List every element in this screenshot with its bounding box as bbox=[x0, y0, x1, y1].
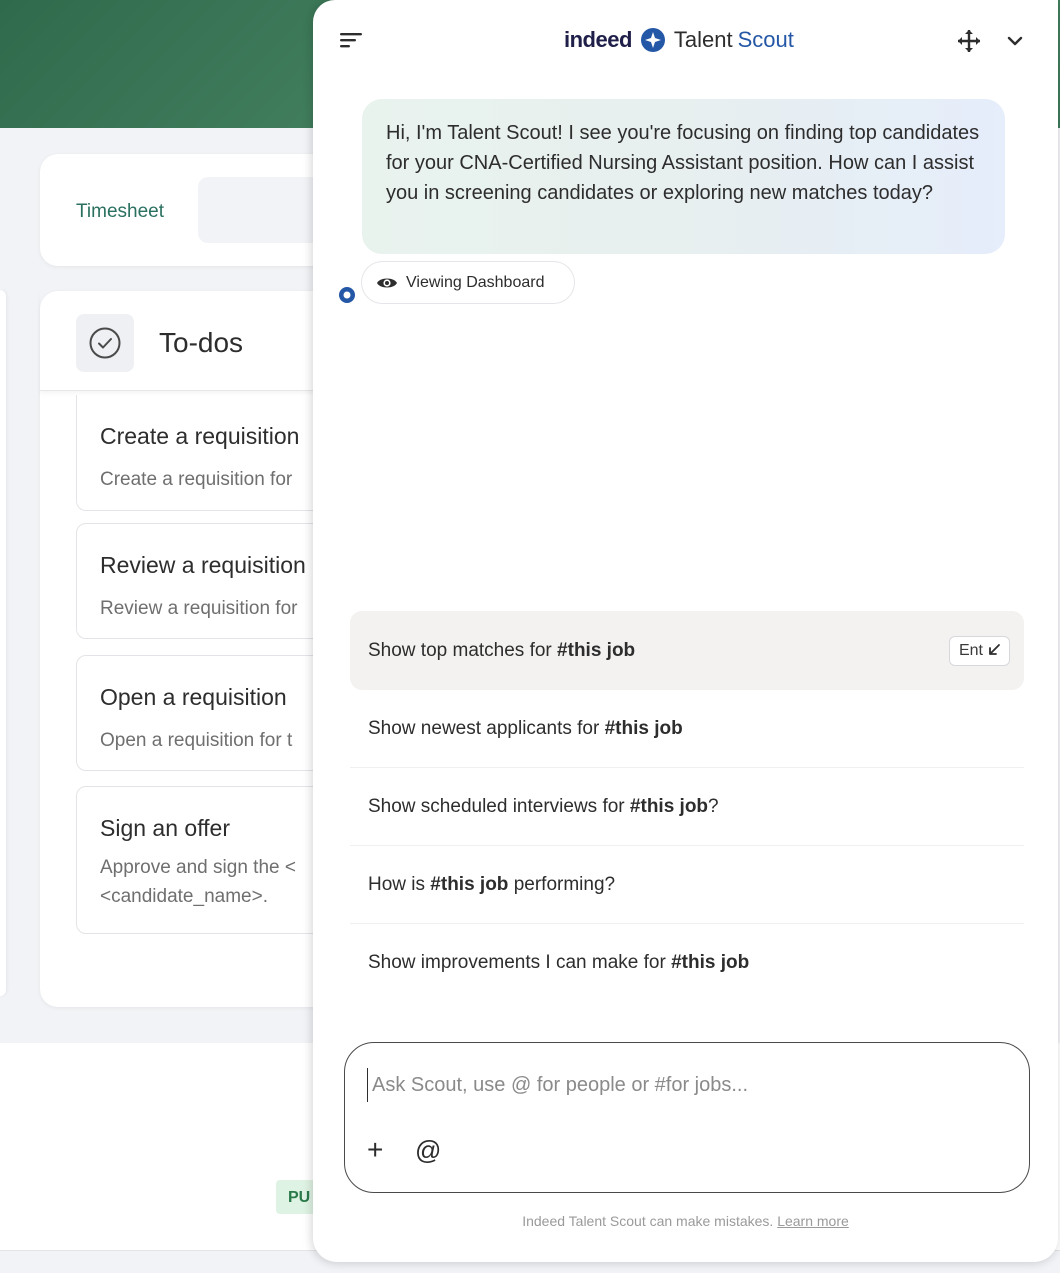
left-card-edge bbox=[0, 290, 6, 996]
indeed-logo-text: indeed bbox=[564, 27, 632, 52]
scout-panel-header bbox=[313, 0, 1058, 80]
todo-description: Open a requisition for t bbox=[100, 730, 293, 751]
talent-scout-logo bbox=[564, 24, 794, 56]
enter-arrow-icon bbox=[987, 642, 1001, 658]
disclaimer bbox=[313, 1213, 1058, 1229]
todo-title: Open a requisition bbox=[100, 684, 287, 710]
suggestion-item[interactable] bbox=[350, 924, 1024, 1002]
learn-more-link[interactable]: Learn more bbox=[777, 1213, 849, 1229]
todo-description: Approve and sign the < <candidate_name>. bbox=[100, 857, 296, 907]
suggestion-text: Show newest applicants for #this job bbox=[368, 717, 683, 739]
suggestion-item[interactable] bbox=[350, 611, 1024, 690]
chat-input-box bbox=[344, 1042, 1030, 1193]
suggestion-item[interactable] bbox=[350, 846, 1024, 924]
todo-title: Review a requisition bbox=[100, 552, 306, 578]
viewing-context-chip[interactable] bbox=[361, 261, 575, 304]
todos-icon-box bbox=[76, 314, 134, 372]
suggestion-item[interactable] bbox=[350, 690, 1024, 768]
move-arrows-icon bbox=[955, 27, 983, 55]
suggestion-text: Show improvements I can make for #this job bbox=[368, 952, 750, 973]
todo-description: Review a requisition for bbox=[100, 598, 298, 619]
suggestion-text: Show scheduled interviews for #this job? bbox=[368, 795, 719, 817]
check-circle-icon bbox=[88, 326, 122, 360]
scout-greeting-message: Hi, I'm Talent Scout! I see you're focusing on finding top candidates for your CNA-Certified Nursing Assistant position. How can I assist you in screening candidates or exploring new matches today? bbox=[362, 99, 1005, 254]
disclaimer-text: Indeed Talent Scout can make mistakes. bbox=[522, 1213, 778, 1229]
status-badge: PU bbox=[276, 1180, 320, 1214]
todo-title: Create a requisition bbox=[100, 423, 300, 449]
suggestion-text: How is #this job performing? bbox=[368, 873, 616, 895]
talent-scout-panel bbox=[313, 0, 1058, 1262]
menu-button[interactable] bbox=[337, 26, 367, 54]
brand-talent-text: Talent bbox=[673, 27, 733, 52]
chat-input[interactable] bbox=[367, 1068, 987, 1102]
eye-icon bbox=[376, 275, 398, 291]
scout-star-icon bbox=[640, 27, 666, 53]
context-chip-label: Viewing Dashboard bbox=[406, 273, 545, 291]
todo-description: Create a requisition for bbox=[100, 469, 293, 490]
todos-title: To-dos bbox=[159, 327, 244, 358]
timesheet-label[interactable]: Timesheet bbox=[76, 201, 164, 222]
collapse-panel-button[interactable] bbox=[1003, 29, 1027, 53]
enter-key-hint: Ent bbox=[949, 636, 1010, 666]
brand-scout-text: Scout bbox=[737, 27, 794, 52]
add-attachment-button[interactable]: + bbox=[367, 1134, 384, 1165]
menu-icon bbox=[337, 26, 367, 54]
mention-button[interactable]: @ bbox=[415, 1135, 442, 1165]
suggestion-item[interactable] bbox=[350, 768, 1024, 846]
scout-avatar-icon bbox=[338, 286, 356, 304]
chevron-down-icon bbox=[1003, 29, 1027, 53]
suggestion-list bbox=[350, 611, 1024, 1002]
move-panel-button[interactable] bbox=[955, 27, 983, 55]
todo-title: Sign an offer bbox=[100, 815, 231, 841]
suggestion-text: Show top matches for #this job bbox=[368, 639, 636, 661]
